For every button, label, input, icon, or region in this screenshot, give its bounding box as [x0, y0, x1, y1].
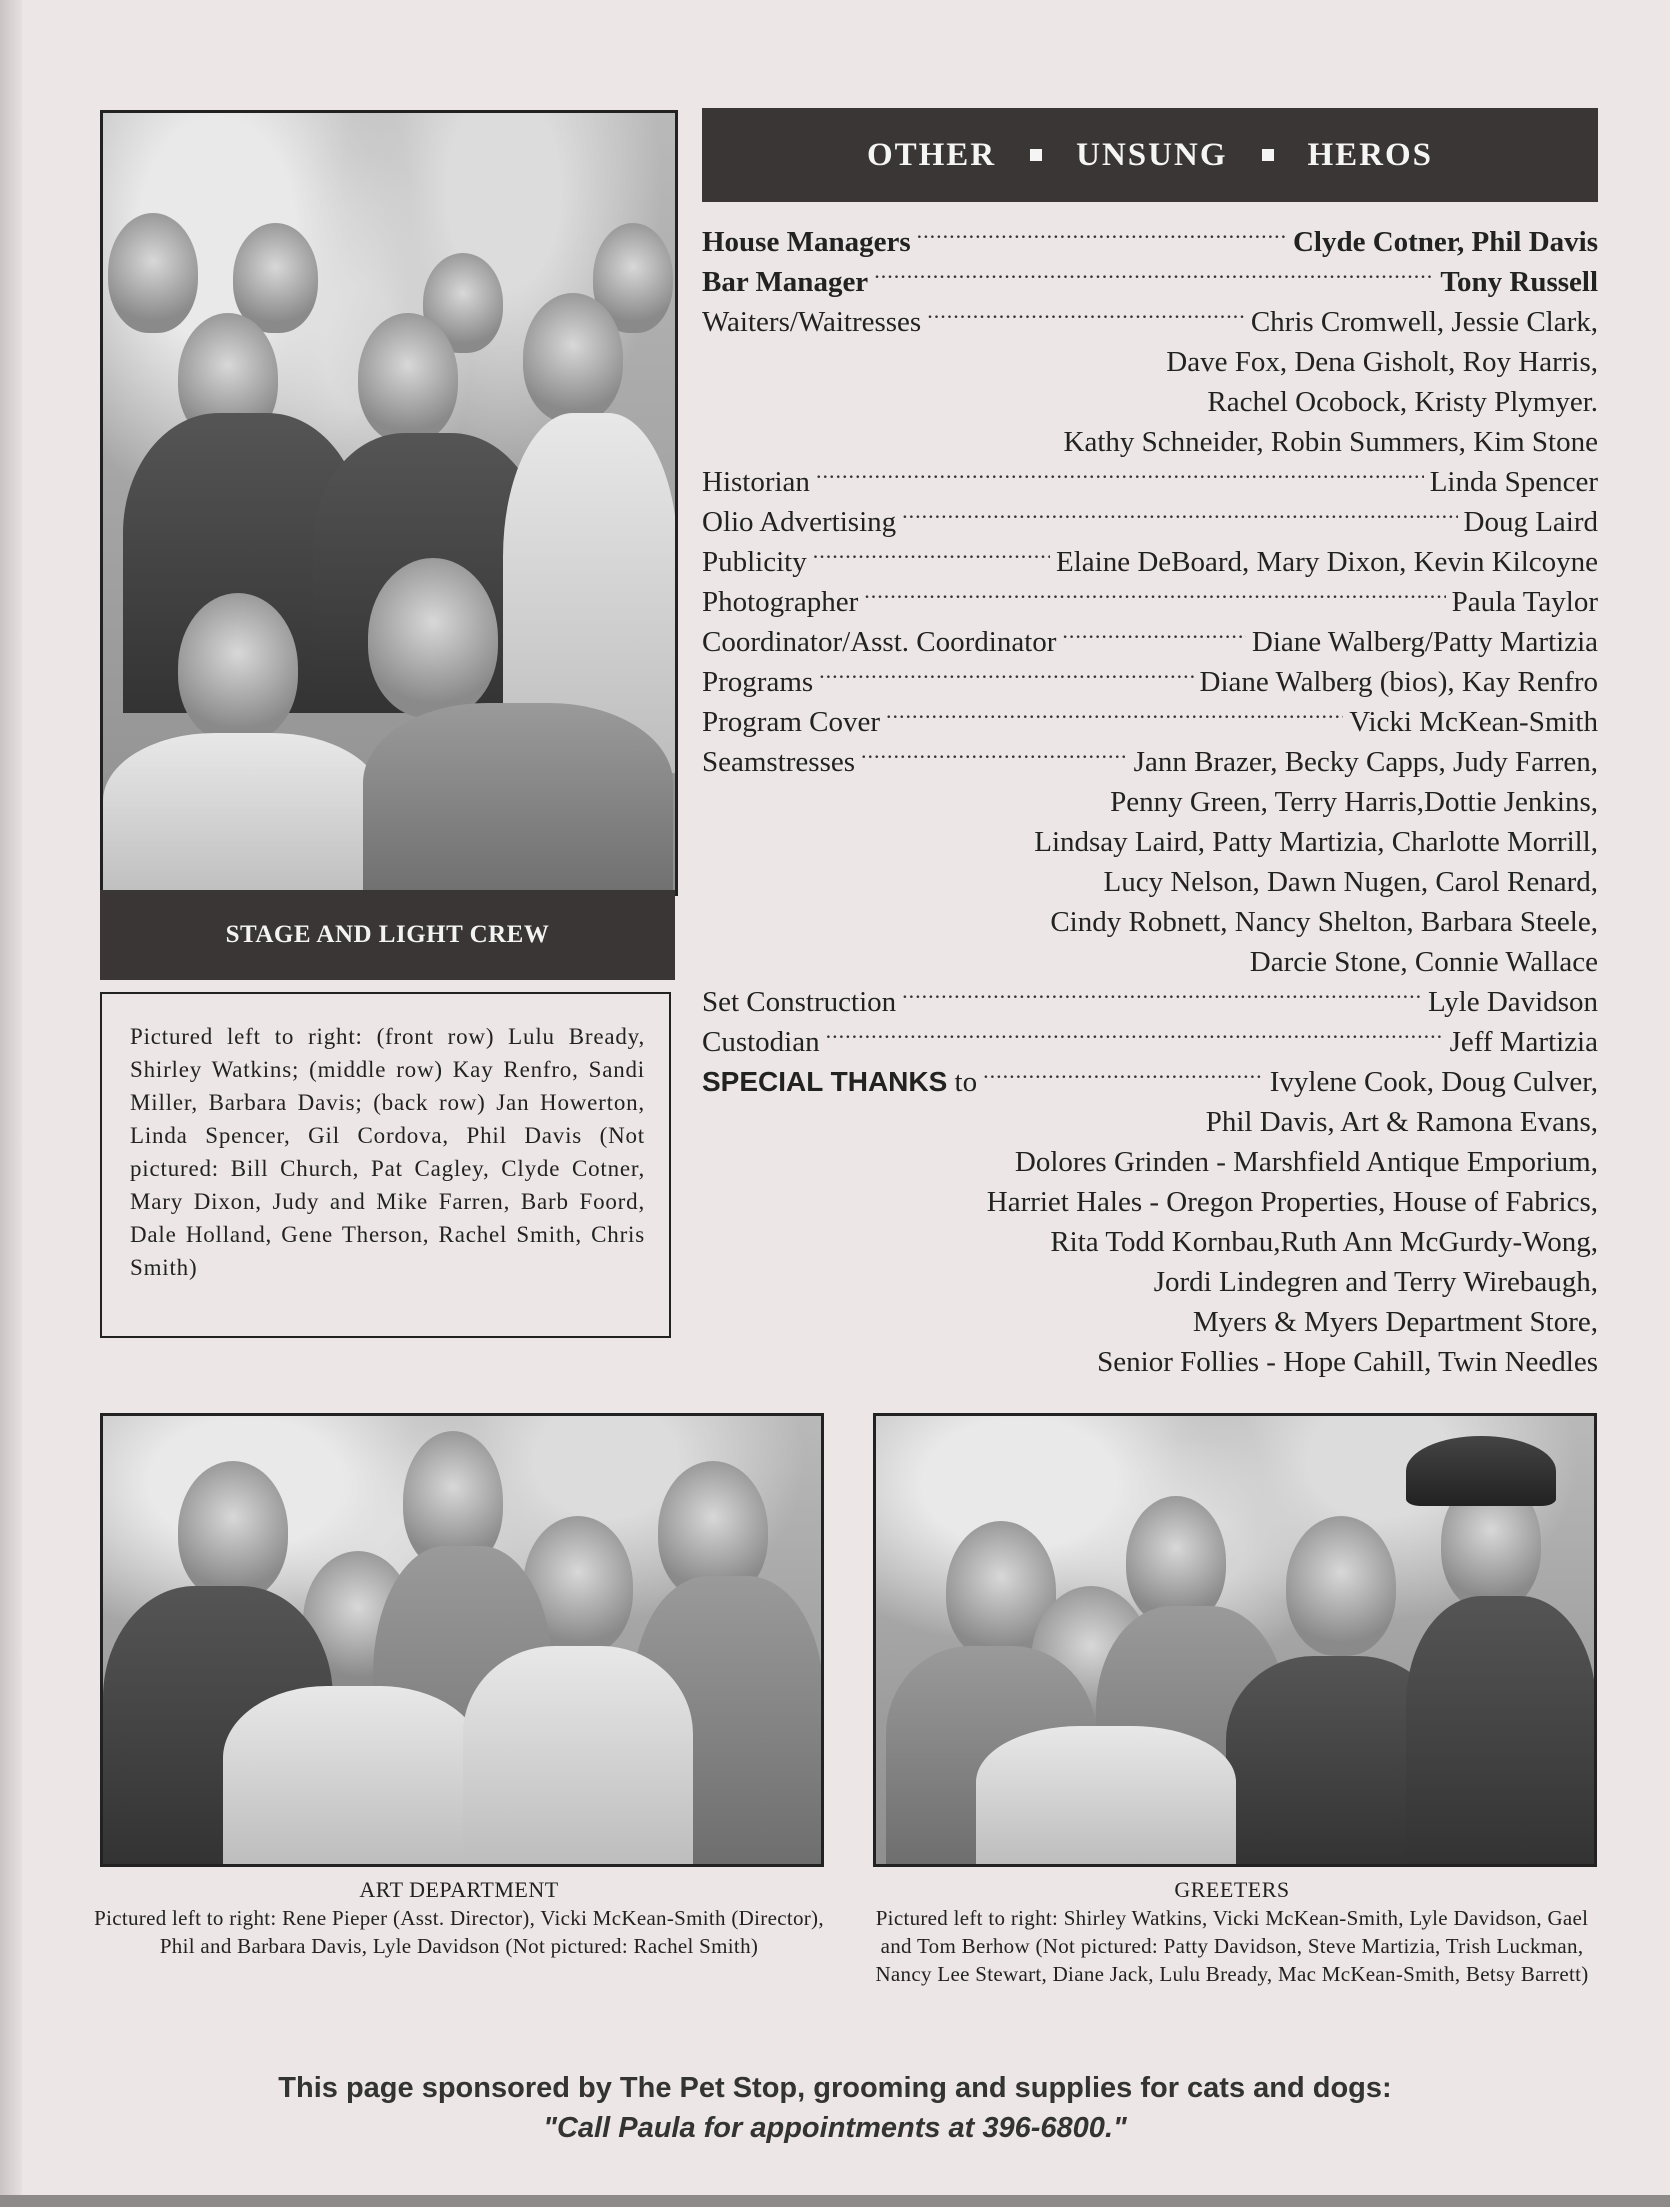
special-thanks-label-group	[702, 1062, 977, 1102]
credit-role: Coordinator/Asst. Coordinator	[702, 626, 1057, 658]
credit-names: Doug Laird	[1463, 506, 1598, 538]
greeters-caption-text: Pictured left to right: Shirley Watkins, Vicki McKean-Smith, Lyle Davidson, Gael and Tom Berhow (Not pictured: Patty Davidson, Steve Martizia, Trish Luckman, Nancy Lee Stewart, Diane Jack, Lulu Bready, Mac McKean-Smith, Betsy Barrett)	[875, 1906, 1589, 1986]
credit-row	[702, 542, 1598, 582]
credit-row	[702, 262, 1598, 302]
art-department-caption-text: Pictured left to right: Rene Pieper (Asst. Director), Vicki McKean-Smith (Director), Phil and Barbara Davis, Lyle Davidson (Not pictured: Rachel Smith)	[94, 1906, 824, 1958]
credit-role: Seamstresses	[702, 746, 856, 778]
heros-header	[702, 108, 1598, 202]
credit-row	[702, 622, 1598, 662]
stage-crew-banner: STAGE AND LIGHT CREW	[100, 890, 675, 980]
credit-role: Historian	[702, 466, 810, 498]
credit-role: Programs	[702, 666, 814, 698]
art-department-title: ART DEPARTMENT	[359, 1877, 559, 1902]
credit-names: Linda Spencer	[1429, 466, 1598, 498]
credit-row	[702, 982, 1598, 1022]
credit-continuation: Myers & Myers Department Store,	[1192, 1306, 1598, 1338]
credit-continuation: Cindy Robnett, Nancy Shelton, Barbara Steele,	[1050, 906, 1598, 938]
credit-row	[702, 302, 1598, 342]
credit-names: Elaine DeBoard, Mary Dixon, Kevin Kilcoyne	[1056, 546, 1598, 578]
credit-names: Jann Brazer, Becky Capps, Judy Farren,	[1133, 746, 1598, 778]
special-thanks-label: SPECIAL THANKS	[702, 1066, 948, 1097]
credit-role: Set Construction	[702, 986, 897, 1018]
page-binding-edge	[0, 0, 22, 2207]
credit-role: House Managers	[702, 226, 911, 258]
credit-row	[702, 1022, 1598, 1062]
credit-names: Diane Walberg/Patty Martizia	[1251, 626, 1598, 658]
art-department-caption	[92, 1876, 826, 1960]
credit-continuation: Phil Davis, Art & Ramona Evans,	[1205, 1106, 1598, 1138]
credit-continuation: Dolores Grinden - Marshfield Antique Emporium,	[1014, 1146, 1598, 1178]
credit-names: Ivylene Cook, Doug Culver,	[1269, 1066, 1598, 1098]
credit-row	[702, 502, 1598, 542]
credit-continuation: Jordi Lindegren and Terry Wirebaugh,	[1153, 1266, 1598, 1298]
credit-row	[702, 742, 1598, 782]
credit-row	[702, 222, 1598, 262]
credit-row-special-thanks	[702, 1062, 1598, 1102]
special-thanks-to: to	[954, 1066, 978, 1098]
credit-row	[702, 662, 1598, 702]
stage-crew-photo	[100, 110, 678, 896]
header-word: OTHER	[866, 136, 997, 173]
sponsor-quote: "Call Paula for appointments at 396-6800."	[543, 2112, 1127, 2144]
greeters-caption	[866, 1876, 1598, 1988]
greeters-photo	[873, 1413, 1597, 1867]
credit-role: Olio Advertising	[702, 506, 897, 538]
credit-role: Publicity	[702, 546, 807, 578]
sponsor-notice	[0, 2068, 1670, 2148]
sponsor-line: This page sponsored by The Pet Stop, grooming and supplies for cats and dogs:	[278, 2072, 1392, 2104]
credit-names: Lyle Davidson	[1428, 986, 1598, 1018]
credit-continuation: Darcie Stone, Connie Wallace	[1249, 946, 1598, 978]
credit-names: Tony Russell	[1440, 266, 1598, 298]
stage-crew-caption: Pictured left to right: (front row) Lulu Bready, Shirley Watkins; (middle row) Kay Renfro, Sandi Miller, Barbara Davis; (back row) Jan Howerton, Linda Spencer, Gil Cordova, Phil Davis (Not pictured: Bill Church, Pat Cagley, Clyde Cotner, Mary Dixon, Judy and Mike Farren, Barb Foord, Dale Holland, Gene Therson, Rachel Smith, Chris Smith)	[100, 992, 671, 1338]
credit-continuation: Dave Fox, Dena Gisholt, Roy Harris,	[1166, 346, 1598, 378]
credit-continuation: Harriet Hales - Oregon Properties, House of Fabrics,	[986, 1186, 1598, 1218]
credit-names: Jeff Martizia	[1449, 1026, 1598, 1058]
credit-continuation: Lucy Nelson, Dawn Nugen, Carol Renard,	[1103, 866, 1598, 898]
art-department-photo	[100, 1413, 824, 1867]
square-bullet-icon	[1030, 149, 1042, 161]
credit-row	[702, 702, 1598, 742]
credit-role: Custodian	[702, 1026, 820, 1058]
credits-list	[702, 222, 1598, 1382]
credit-names: Diane Walberg (bios), Kay Renfro	[1199, 666, 1598, 698]
header-word: HEROS	[1307, 136, 1434, 173]
greeters-title: GREETERS	[1174, 1877, 1290, 1902]
credit-role: Program Cover	[702, 706, 880, 738]
credit-role: Photographer	[702, 586, 859, 618]
credit-row	[702, 462, 1598, 502]
credit-names: Vicki McKean-Smith	[1349, 706, 1598, 738]
credit-continuation: Rachel Ocobock, Kristy Plymyer.	[1207, 386, 1598, 418]
credit-role: Waiters/Waitresses	[702, 306, 922, 338]
credit-names: Chris Cromwell, Jessie Clark,	[1250, 306, 1598, 338]
page-bottom-edge	[0, 2195, 1670, 2207]
credit-names: Paula Taylor	[1451, 586, 1598, 618]
square-bullet-icon	[1262, 149, 1274, 161]
credit-names: Clyde Cotner, Phil Davis	[1292, 226, 1598, 258]
credit-row	[702, 582, 1598, 622]
credit-role: Bar Manager	[702, 266, 869, 298]
header-word: UNSUNG	[1076, 136, 1228, 173]
credit-continuation: Senior Follies - Hope Cahill, Twin Needles	[1097, 1346, 1598, 1378]
credit-continuation: Penny Green, Terry Harris,Dottie Jenkins,	[1110, 786, 1598, 818]
credit-continuation: Lindsay Laird, Patty Martizia, Charlotte Morrill,	[1034, 826, 1598, 858]
credit-continuation: Rita Todd Kornbau,Ruth Ann McGurdy-Wong,	[1050, 1226, 1598, 1258]
credit-continuation: Kathy Schneider, Robin Summers, Kim Stone	[1063, 426, 1598, 458]
